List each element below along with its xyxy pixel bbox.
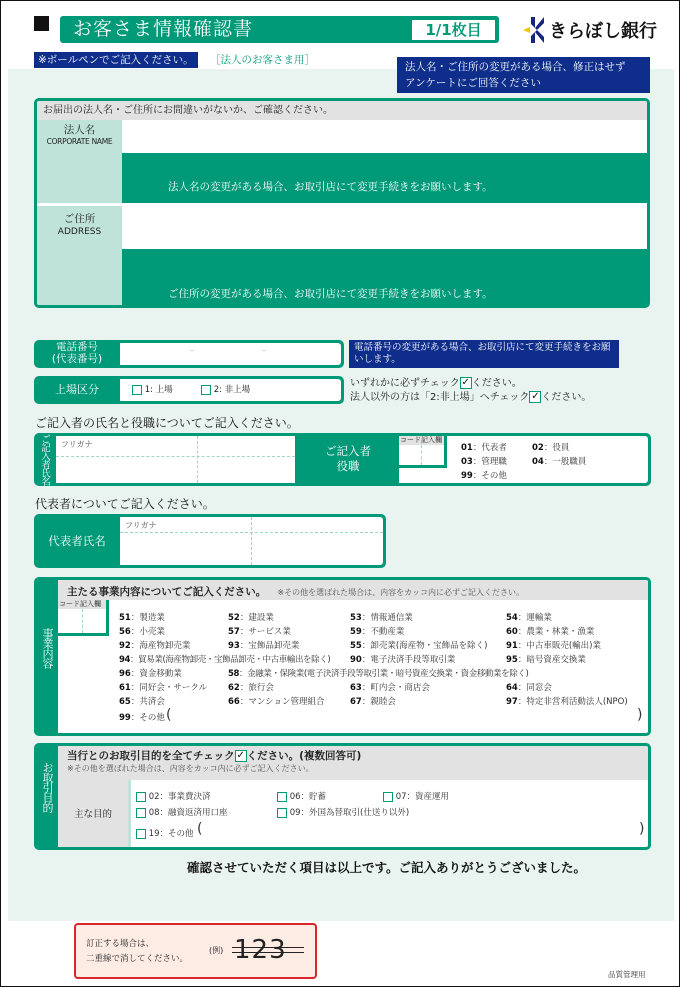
business-option-other: 99：その他 bbox=[119, 713, 165, 723]
bracket-open: ( bbox=[197, 821, 203, 837]
option-code: 53 bbox=[350, 613, 362, 623]
checkbox[interactable] bbox=[136, 829, 146, 839]
option-label: 特定非営利活動法人(NPO) bbox=[526, 697, 628, 707]
purpose-section bbox=[34, 743, 651, 850]
listing-note-1a: いずれかに必ずチェック bbox=[350, 378, 460, 389]
option-label: 旅行会 bbox=[248, 683, 274, 693]
purpose-option-08[interactable] bbox=[136, 806, 228, 818]
option-label: 海産物卸売業 bbox=[139, 641, 191, 651]
registered-info-section bbox=[34, 98, 650, 308]
change-notice bbox=[397, 57, 650, 93]
correction-line2: 二重線で消してください。 bbox=[86, 954, 189, 964]
option-code: 62 bbox=[228, 683, 240, 693]
option-code: 56 bbox=[119, 627, 131, 637]
correction-example-box bbox=[74, 923, 317, 979]
filler-section bbox=[34, 433, 651, 486]
option-label: 同好会・サークル bbox=[139, 683, 208, 693]
filler-name-field[interactable] bbox=[56, 436, 295, 483]
option-label: 卸売業(海産物・宝飾品を除く) bbox=[370, 641, 488, 651]
checkbox[interactable] bbox=[201, 385, 211, 395]
business-option: 67：親睦会 bbox=[350, 697, 396, 707]
option-code: 96 bbox=[119, 669, 131, 679]
option-code: 51 bbox=[119, 613, 131, 623]
business-option: 95：暗号資産交換業 bbox=[506, 655, 586, 665]
option-label: 製造業 bbox=[139, 613, 165, 623]
option-code: 52 bbox=[228, 613, 240, 623]
option-label: 小売業 bbox=[139, 627, 165, 637]
purpose-option-label: 08：融資返済用口座 bbox=[148, 808, 228, 818]
option-label: 電子決済手段等取引業 bbox=[370, 655, 456, 665]
check-example-icon: ✓ bbox=[461, 377, 470, 388]
business-side-label: 事業内容 bbox=[41, 628, 54, 668]
business-option: 53：情報通信業 bbox=[350, 613, 413, 623]
business-option: 66：マンション管理組合 bbox=[228, 697, 325, 707]
filler-heading: ご記入者の氏名と役職についてご記入ください。 bbox=[35, 416, 299, 430]
registered-info-heading: お届出の法人名・ご住所にお間違いがないか、ご確認ください。 bbox=[37, 101, 647, 120]
option-label: 宝飾品卸売業 bbox=[248, 641, 300, 651]
option-label: 同窓会 bbox=[526, 683, 552, 693]
phone-separator-1: – bbox=[190, 346, 194, 355]
listing-instructions bbox=[350, 377, 650, 405]
representative-heading: 代表者についてご記入ください。 bbox=[35, 497, 215, 511]
listing-note-1b: ください。 bbox=[471, 378, 522, 389]
corporate-name-change-note: 法人名の変更がある場合、お取引店にて変更手続きをお願いします。 bbox=[122, 153, 647, 203]
filler-role-label-2: 役職 bbox=[336, 459, 360, 473]
option-label: 農業・林業・漁業 bbox=[526, 627, 595, 637]
listing-note-2a: 法人以外の方は「2:非上場」へチェック bbox=[350, 392, 530, 403]
divider bbox=[128, 780, 131, 849]
correction-example-value: 123 bbox=[234, 935, 287, 965]
phone-field[interactable] bbox=[120, 343, 341, 365]
option-code: 99 bbox=[119, 713, 131, 723]
listing-option-2-label: 2: 非上場 bbox=[213, 385, 251, 395]
bracket-open: ( bbox=[166, 707, 172, 723]
checkbox[interactable] bbox=[136, 808, 146, 818]
option-code: 94 bbox=[119, 655, 131, 665]
guide-line bbox=[251, 517, 252, 565]
option-code: 58 bbox=[228, 669, 240, 679]
phone-separator-2: – bbox=[262, 346, 266, 355]
purpose-heading-bar bbox=[58, 746, 650, 780]
business-option: 63：町内会・商店会 bbox=[350, 683, 430, 693]
role-label: その他 bbox=[481, 471, 507, 481]
purpose-side-label: お取引目的 bbox=[41, 762, 54, 812]
business-option: 64：同窓会 bbox=[506, 683, 552, 693]
business-option: 51：製造業 bbox=[119, 613, 165, 623]
option-code: 93 bbox=[228, 641, 240, 651]
guide-line bbox=[82, 609, 83, 633]
purpose-option-06[interactable] bbox=[277, 790, 326, 802]
role-option-01: 01：代表者 bbox=[461, 443, 507, 453]
correction-instructions bbox=[86, 937, 188, 967]
representative-name-field[interactable] bbox=[120, 517, 383, 565]
strike-line bbox=[232, 952, 304, 953]
option-code: 59 bbox=[350, 627, 362, 637]
filler-role-options bbox=[399, 436, 648, 483]
filler-role-label-1: ご記入者 bbox=[325, 444, 371, 458]
business-option: 92：海産物卸売業 bbox=[119, 641, 191, 651]
purpose-option-label: 07：資産運用 bbox=[395, 792, 450, 802]
option-label: 情報通信業 bbox=[370, 613, 413, 623]
business-option: 58：金融業・保険業(電子決済手段等取引業・暗号資産交換業・資金移動業を除く) bbox=[228, 669, 529, 679]
correction-line1: 訂正する場合は、 bbox=[86, 939, 155, 949]
business-option: 57：サービス業 bbox=[228, 627, 291, 637]
customer-type-tag: ［法人のお客さま用］ bbox=[210, 54, 315, 66]
option-code: 91 bbox=[506, 641, 518, 651]
option-code: 90 bbox=[350, 655, 362, 665]
corner-marker bbox=[34, 16, 49, 31]
page-title: お客さま情報確認書 bbox=[73, 18, 254, 40]
business-option: 56：小売業 bbox=[119, 627, 165, 637]
correction-example-label: (例) bbox=[209, 946, 224, 955]
address-field[interactable] bbox=[122, 206, 647, 249]
phone-label-line2: (代表番号) bbox=[51, 353, 103, 365]
role-code: 01 bbox=[461, 443, 473, 453]
business-code-box[interactable] bbox=[58, 600, 109, 636]
phone-change-note: 電話番号の変更がある場合、お取引店にて変更手続きをお願いします。 bbox=[349, 340, 619, 368]
option-label: 金融業・保険業(電子決済手段等取引業・暗号資産交換業・資金移動業を除く) bbox=[247, 669, 529, 679]
role-code: 04 bbox=[532, 457, 544, 467]
option-label: 資金移動業 bbox=[139, 669, 182, 679]
checkbox[interactable] bbox=[383, 792, 393, 802]
checkbox[interactable] bbox=[277, 808, 287, 818]
ballpoint-note: ※ボールペンでご記入ください。 bbox=[34, 52, 198, 68]
option-label: 暗号資産交換業 bbox=[526, 655, 586, 665]
purpose-option-09[interactable] bbox=[277, 806, 409, 818]
option-code: 54 bbox=[506, 613, 518, 623]
purpose-heading-b: ください。(複数回答可) bbox=[246, 750, 362, 762]
purpose-heading-a: 当行とのお取引目的を全てチェック bbox=[67, 750, 235, 762]
option-code: 95 bbox=[506, 655, 518, 665]
phone-label bbox=[34, 341, 120, 365]
option-code: 63 bbox=[350, 683, 362, 693]
business-heading-bar bbox=[58, 580, 650, 600]
corporate-name-label-en: CORPORATE NAME bbox=[46, 137, 113, 146]
phone-row bbox=[34, 340, 344, 368]
closing-message: 確認させていただく項目は以上です。ご記入ありがとうございました。 bbox=[187, 860, 587, 875]
business-heading-note: ※その他を選ばれた場合は、内容をカッコ内に必ずご記入ください。 bbox=[277, 588, 525, 597]
quality-control-label: 品質管理用 bbox=[608, 970, 646, 979]
purpose-option-19[interactable] bbox=[136, 827, 194, 839]
filler-name-label: ご記入者氏名 bbox=[39, 434, 50, 485]
bank-name: きらぼし銀行 bbox=[549, 21, 657, 42]
purpose-option-07[interactable] bbox=[383, 790, 449, 802]
business-option: 90：電子決済手段等取引業 bbox=[350, 655, 456, 665]
option-label: 親睦会 bbox=[370, 697, 396, 707]
check-example-icon: ✓ bbox=[236, 750, 245, 761]
listing-note-2b: ください。 bbox=[541, 392, 592, 403]
purpose-option-label: 09：外国為替取引(仕送り以外) bbox=[289, 808, 410, 818]
role-label: 役員 bbox=[552, 443, 570, 453]
business-option: 97：特定非営利活動法人(NPO) bbox=[506, 697, 628, 707]
business-heading: 主たる事業内容についてご記入ください。 bbox=[67, 586, 267, 598]
option-code: 64 bbox=[506, 683, 518, 693]
purpose-option-label: 19：その他 bbox=[148, 829, 194, 839]
phone-label-line1: 電話番号 bbox=[56, 341, 98, 353]
business-option: 55：卸売業(海産物・宝飾品を除く) bbox=[350, 641, 488, 651]
option-code: 57 bbox=[228, 627, 240, 637]
page-count: 1/1枚目 bbox=[411, 19, 496, 41]
representative-name-label: 代表者氏名 bbox=[48, 534, 106, 548]
code-box-title: コード記入欄 bbox=[58, 600, 106, 609]
option-label: 町内会・商店会 bbox=[370, 683, 430, 693]
representative-section bbox=[34, 514, 386, 568]
business-option: 93：宝飾品卸売業 bbox=[228, 641, 300, 651]
filler-role-code-box[interactable] bbox=[399, 436, 447, 468]
option-label: 建設業 bbox=[248, 613, 274, 623]
listing-option-1[interactable] bbox=[132, 379, 173, 401]
check-example-icon: ✓ bbox=[531, 391, 540, 402]
corporate-name-label bbox=[37, 120, 122, 204]
bracket-close: ) bbox=[637, 707, 643, 723]
option-label: 運輸業 bbox=[526, 613, 552, 623]
guide-line bbox=[421, 445, 422, 465]
change-notice-line1: 法人名・ご住所の変更がある場合、修正はせず bbox=[405, 61, 626, 73]
filler-role-label bbox=[298, 444, 398, 474]
purpose-heading bbox=[67, 749, 650, 763]
option-code: 97 bbox=[506, 697, 518, 707]
option-code: 67 bbox=[350, 697, 362, 707]
checkbox[interactable] bbox=[277, 792, 287, 802]
checkbox[interactable] bbox=[132, 385, 142, 395]
purpose-option-02[interactable] bbox=[136, 790, 211, 802]
strike-line bbox=[232, 947, 304, 948]
business-option: 59：不動産業 bbox=[350, 627, 405, 637]
option-code: 92 bbox=[119, 641, 131, 651]
role-option-04: 04：一般職員 bbox=[532, 457, 587, 467]
option-label: サービス業 bbox=[248, 627, 291, 637]
role-option-03: 03：管理職 bbox=[461, 457, 507, 467]
listing-options bbox=[120, 379, 341, 401]
business-option: 91：中古車販売(輸出)業 bbox=[506, 641, 601, 651]
furigana-label: フリガナ bbox=[61, 440, 93, 449]
option-label: その他 bbox=[139, 713, 165, 723]
corporate-name-field[interactable] bbox=[122, 120, 647, 153]
business-other-field[interactable] bbox=[168, 709, 638, 727]
listing-option-1-label: 1: 上場 bbox=[144, 385, 173, 395]
purpose-row-label: 主な目的 bbox=[58, 780, 128, 849]
business-section bbox=[34, 577, 651, 736]
business-option: 62：旅行会 bbox=[228, 683, 274, 693]
business-option: 61：同好会・サークル bbox=[119, 683, 208, 693]
role-label: 代表者 bbox=[481, 443, 507, 453]
option-label: 貿易業(海産物卸売・宝飾品卸売・中古車輸出を除く) bbox=[138, 655, 331, 665]
option-code: 65 bbox=[119, 697, 131, 707]
role-code: 02 bbox=[532, 443, 544, 453]
option-code: 60 bbox=[506, 627, 518, 637]
business-option: 52：建設業 bbox=[228, 613, 274, 623]
purpose-heading-note: ※その他を選ばれた場合は、内容をカッコ内に必ずご記入ください。 bbox=[67, 764, 314, 773]
option-code: 66 bbox=[228, 697, 240, 707]
bracket-close: ) bbox=[639, 821, 645, 837]
purpose-other-field[interactable] bbox=[200, 823, 637, 841]
business-option: 96：資金移動業 bbox=[119, 669, 182, 679]
option-label: マンション管理組合 bbox=[248, 697, 325, 707]
listing-label: 上場区分 bbox=[55, 383, 99, 396]
option-label: 中古車販売(輸出)業 bbox=[526, 641, 601, 651]
purpose-option-label: 02：事業費決済 bbox=[148, 792, 211, 802]
role-label: 管理職 bbox=[481, 457, 507, 467]
listing-row bbox=[34, 376, 344, 404]
corporate-name-label-jp: 法人名 bbox=[63, 124, 96, 136]
business-option: 60：農業・林業・漁業 bbox=[506, 627, 595, 637]
business-option: 54：運輸業 bbox=[506, 613, 552, 623]
address-label bbox=[37, 206, 122, 308]
role-label: 一般職員 bbox=[552, 457, 587, 467]
option-code: 55 bbox=[350, 641, 362, 651]
bank-logo-icon bbox=[523, 15, 545, 45]
address-change-note: ご住所の変更がある場合、お取引店にて変更手続きをお願いします。 bbox=[122, 249, 647, 308]
business-option: 94：貿易業(海産物卸売・宝飾品卸売・中古車輸出を除く) bbox=[119, 655, 331, 665]
guide-line bbox=[56, 456, 295, 457]
role-code: 99 bbox=[461, 471, 473, 481]
checkbox[interactable] bbox=[136, 792, 146, 802]
option-code: 61 bbox=[119, 683, 131, 693]
guide-line bbox=[197, 436, 198, 483]
role-option-99: 99：その他 bbox=[461, 471, 507, 481]
role-code: 03 bbox=[461, 457, 473, 467]
furigana-label: フリガナ bbox=[125, 521, 157, 530]
change-notice-line2: アンケートにご回答ください bbox=[405, 77, 541, 89]
address-label-en: ADDRESS bbox=[57, 227, 102, 237]
listing-option-2[interactable] bbox=[201, 379, 250, 401]
code-box-title: コード記入欄 bbox=[400, 436, 442, 444]
purpose-option-label: 06：貯蓄 bbox=[289, 792, 327, 802]
business-option: 65：共済会 bbox=[119, 697, 165, 707]
role-option-02: 02：役員 bbox=[532, 443, 570, 453]
option-label: 共済会 bbox=[139, 697, 165, 707]
option-label: 不動産業 bbox=[370, 627, 405, 637]
address-label-jp: ご住所 bbox=[63, 213, 96, 225]
